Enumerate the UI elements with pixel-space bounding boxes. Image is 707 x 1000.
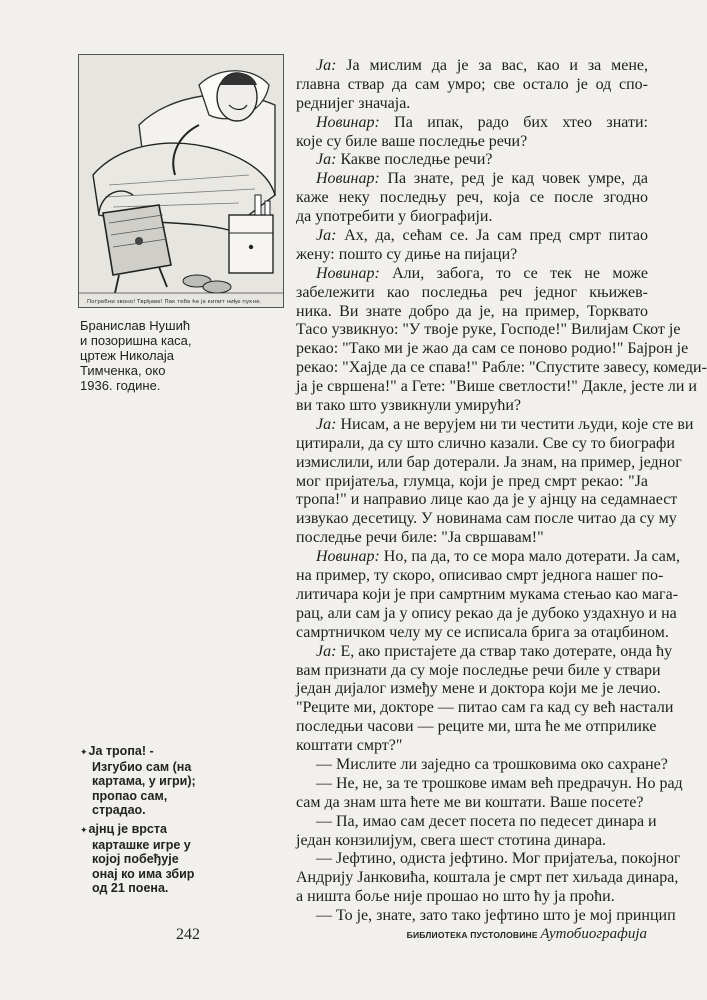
speaker-label: Новинар:: [316, 548, 380, 566]
text-line: [296, 340, 689, 359]
line-text: а ништа боље није прошао но што ћу ја проћи.: [296, 888, 615, 906]
line-text: главна ствар да сам умро; све остало је од спо-: [296, 75, 648, 93]
line-text: рац, али сам ја у опису рекао да је дубоко уздахнуо и на: [296, 604, 677, 622]
note-text: којој побеђује: [92, 852, 179, 867]
line-text: један дијалог између мене и доктора који ме је лечио.: [296, 680, 661, 698]
line-text: коштати смрт?": [296, 737, 403, 755]
text-line: [296, 699, 674, 718]
note-line: [80, 789, 280, 804]
note-line: [80, 744, 280, 760]
text-line: [296, 378, 697, 397]
text-line: [296, 604, 677, 624]
note-text: пропао сам,: [92, 788, 168, 803]
line-text: Нисам, а не верујем ни ти честити људи, које сте ви: [336, 415, 694, 433]
note-line: [80, 852, 280, 867]
running-footer: [407, 926, 647, 943]
note-line: [80, 760, 280, 775]
line-text: Какве последње речи?: [336, 151, 493, 169]
line-text: мог пријатеља, глумца, који је пред смрт рекао: "Ја: [296, 472, 648, 490]
line-text: Андрију Јанковића, коштала је смрт пет хиљада динара,: [296, 869, 679, 887]
line-text: Па знате, ред је кад човек умре, да: [379, 170, 648, 188]
cartoon-illustration: [78, 54, 284, 308]
text-line: [296, 434, 675, 454]
caption-line: цртеж Николаја: [80, 348, 174, 363]
line-text: Е, ако пристајете да ствар тако дотерате, онда ћу: [336, 642, 673, 660]
figure-caption: [80, 318, 280, 393]
line-text: реднијег значаја.: [296, 94, 411, 112]
text-line: [296, 529, 648, 548]
speaker-label: Ја:: [316, 57, 337, 74]
text-line: [296, 303, 648, 322]
text-line: [296, 227, 648, 246]
line-text: ви тако што узвикнули умирући?: [296, 397, 522, 415]
text-line: [296, 114, 648, 133]
text-line: [296, 718, 657, 737]
marginal-note: [80, 822, 280, 896]
text-line: [296, 755, 668, 775]
marginal-note: [80, 744, 280, 818]
note-text: страдао.: [92, 803, 146, 818]
line-text: измислили, или бар дотерали. Ја знам, на пример, једног: [296, 453, 682, 471]
text-line: [296, 95, 648, 114]
text-line: [296, 888, 648, 907]
note-marker-icon: ✦: [80, 824, 88, 835]
caption-line: 1936. године.: [80, 378, 161, 393]
text-line: [296, 473, 648, 492]
note-text: ајнц је врста: [88, 821, 167, 836]
text-line: [296, 661, 661, 681]
note-text: картама, у игри);: [92, 774, 196, 789]
line-text: — То је, знате, зато тако јефтино што је мој принцип: [316, 907, 676, 925]
line-text: Ах, да, сећам се. Ја сам пред смрт питао: [336, 227, 648, 245]
line-text: рекао: "Хајде да се спава!" Рабле: "Спустите завесу, комеди-: [296, 359, 707, 377]
line-text: које су биле ваше последње речи?: [296, 132, 528, 150]
line-text: литичара који је при самртним мукама стењао као мага-: [296, 585, 679, 603]
note-line: [80, 774, 280, 789]
series-name: БИБЛИОТЕКА ПУСТОЛОВИНЕ: [406, 930, 538, 940]
text-line: [296, 585, 679, 605]
text-line: [296, 774, 683, 794]
text-line: [296, 737, 648, 756]
speaker-label: Новинар:: [316, 264, 380, 282]
text-line: [296, 133, 648, 152]
line-text: "Реците ми, докторе — питао сам га кад су већ настали: [296, 699, 674, 717]
caption-line: Бранислав Нушић: [80, 318, 191, 333]
line-text: жену: пошто су диње на пијаци?: [296, 245, 518, 263]
line-text: Но, па да, то се мора мало дотерати. Ја сам,: [379, 548, 680, 566]
page-number: 242: [176, 926, 200, 943]
note-text: онај ко има збир: [92, 866, 195, 881]
line-text: један конзилијум, свега шест стотина динара.: [296, 831, 607, 849]
line-text: — Па, имао сам десет посета по педесет динара и: [316, 812, 657, 830]
text-line: [296, 680, 661, 699]
line-text: ника. Ви знате добро да је, на пример, Торквато: [296, 302, 648, 320]
line-text: Тасо узвикнуо: "У твоје руке, Господе!" Вилијам Скот је: [296, 321, 681, 339]
text-line: [296, 812, 657, 832]
line-text: — Не, не, за те трошкове имам већ предрачун. Но рад: [316, 774, 683, 792]
speaker-label: Ја:: [316, 227, 337, 245]
note-text: Изгубио сам (на: [92, 759, 192, 774]
line-text: рекао: "Тако ми је жао да сам се поново родио!" Бајрон је: [296, 340, 689, 358]
text-line: [296, 850, 681, 869]
line-text: Али, забога, то се тек не може: [379, 264, 648, 282]
caption-line: и позоришна каса,: [80, 333, 192, 348]
line-text: каже неку последњу реч, која се после згодно: [296, 189, 648, 207]
text-line: [296, 284, 648, 303]
text-line: [296, 265, 648, 284]
line-text: Па ипак, радо бих хтео знати:: [379, 113, 648, 131]
cartoon-inner-caption: Погребни звоно! Тврђаве! Пак тебе ће ја кипит ниђе пукне.: [87, 299, 262, 305]
text-line: [296, 57, 648, 76]
text-line: [296, 76, 648, 95]
main-text: [296, 57, 707, 926]
line-text: забележити као последња реч једног књижев-: [296, 283, 648, 301]
note-line: [80, 803, 280, 818]
text-line: [296, 794, 648, 813]
text-line: [296, 510, 677, 529]
speaker-label: Новинар:: [316, 113, 380, 131]
text-line: [296, 415, 694, 435]
line-text: цитирали, да су што слично казали. Све су то биографи: [296, 434, 675, 452]
line-text: — Јефтино, одиста јефтино. Мог пријатеља, покојног: [316, 850, 681, 868]
text-line: [296, 642, 673, 662]
text-line: [296, 567, 664, 586]
line-text: извукао десетицу. У новинама сам после читао да су му: [296, 510, 677, 528]
text-line: [296, 189, 648, 208]
line-text: Ја мислим да је за вас, као и за мене,: [336, 57, 648, 74]
line-text: тропа!" и направио лице као да је у ајнцу на седамнаест: [296, 491, 678, 509]
text-line: [296, 453, 682, 473]
text-line: [296, 151, 648, 170]
text-line: [296, 869, 679, 888]
speaker-label: Ја:: [316, 642, 337, 660]
text-line: [296, 321, 681, 340]
text-line: [296, 246, 648, 265]
speaker-label: Ја:: [316, 151, 337, 169]
line-text: — Мислите ли заједно са трошковима око сахране?: [316, 755, 668, 773]
text-line: [296, 832, 648, 851]
speaker-label: Новинар:: [316, 170, 380, 188]
caption-line: Тимченка, око: [80, 363, 166, 378]
note-text: карташке игре у: [92, 837, 191, 852]
line-text: последњи часови — реците ми, шта ће ме отприлике: [296, 718, 657, 736]
note-line: [80, 822, 280, 838]
line-text: да употребити у биографији.: [296, 208, 493, 226]
line-text: на пример, ту скоро, описивао смрт једнога нашег по-: [296, 567, 664, 585]
note-marker-icon: ✦: [80, 747, 88, 757]
note-text: Ја тропа! -: [88, 744, 154, 758]
text-line: [296, 491, 678, 510]
text-line: [296, 548, 680, 567]
speaker-label: Ја:: [316, 415, 337, 433]
text-line: [296, 359, 707, 378]
text-line: [296, 623, 669, 643]
text-line: [296, 397, 648, 416]
line-text: последње речи биле: "Ја свршавам!": [296, 529, 544, 547]
note-line: [80, 838, 280, 853]
cartoon-drawing: [79, 55, 283, 307]
line-text: ја је свршена!" а Гете: "Више светлости!" Дакле, јесте ли и: [296, 378, 697, 396]
marginal-notes: [80, 744, 280, 900]
book-title: Аутобиографија: [540, 926, 647, 942]
text-line: [296, 208, 648, 227]
note-line: [80, 867, 280, 882]
text-line: [296, 907, 676, 926]
text-line: [296, 170, 648, 189]
line-text: самртничком челу му се исписала брига за отаџбином.: [296, 623, 669, 641]
note-line: [80, 881, 280, 896]
note-text: од 21 поена.: [92, 881, 169, 896]
line-text: вам признати да су моје последње речи биле у ствари: [296, 661, 661, 679]
line-text: сам да знам шта ћете ме ви коштати. Ваше посете?: [296, 793, 644, 811]
